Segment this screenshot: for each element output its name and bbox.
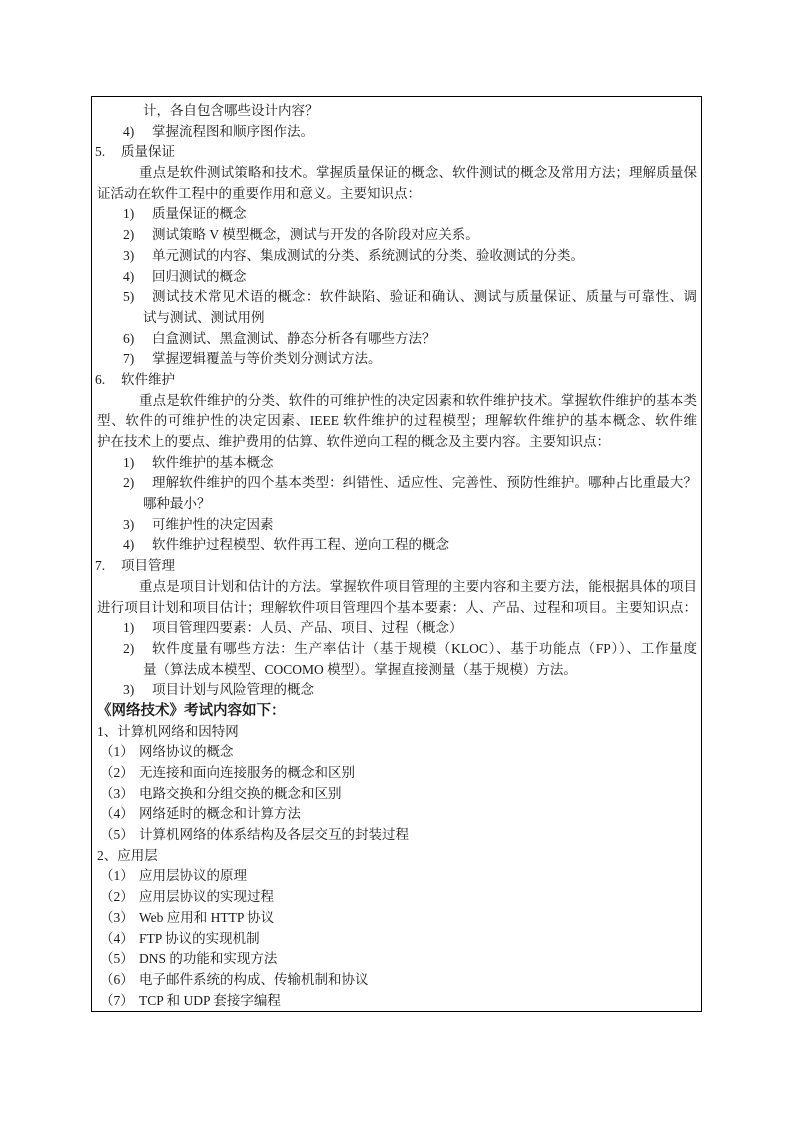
- text-line: [92, 908, 697, 929]
- text-line: [92, 432, 697, 453]
- text-line: [92, 473, 697, 494]
- text-line: [92, 825, 697, 846]
- text-line: [92, 515, 697, 536]
- text-line: [92, 722, 697, 743]
- list-number: （2）: [100, 889, 134, 905]
- line-text: 证活动在软件工程中的重要作用和意义。主要知识点：: [97, 185, 421, 201]
- line-text: 量（算法成本模型、COCOMO 模型）。掌握直接测量（基于规模）方法。: [143, 661, 577, 677]
- line-text: 计算机网络的体系结构及各层交互的封装过程: [139, 827, 409, 843]
- line-text: 哪种最小？: [143, 496, 211, 512]
- line-text: 型、软件的可维护性的决定因素、IEEE 软件维护的过程模型；理解软件维护的基本概念、软件维: [97, 413, 697, 429]
- text-line: [92, 391, 697, 412]
- text-line: [92, 204, 697, 225]
- text-line: [92, 267, 697, 288]
- line-text: 重点是软件测试策略和技术。掌握质量保证的概念、软件测试的概念及常用方法；理解质量保: [139, 165, 697, 181]
- text-line: [92, 411, 697, 432]
- text-line: [92, 887, 697, 908]
- text-line: [92, 308, 697, 329]
- line-text: 试与测试、测试用例: [143, 309, 265, 325]
- list-number: （6）: [100, 971, 134, 987]
- line-text: 项目管理四要素：人员、产品、项目、过程（概念）: [152, 620, 463, 636]
- text-line: [92, 660, 697, 681]
- text-line: [92, 349, 697, 370]
- line-text: 测试策略 V 模型概念，测试与开发的各阶段对应关系。: [152, 227, 479, 243]
- list-number: 1): [123, 206, 135, 222]
- line-text: 重点是软件维护的分类、软件的可维护性的决定因素和软件维护技术。掌握软件维护的基本类: [139, 392, 697, 408]
- list-number: 4): [123, 268, 135, 284]
- line-text: 软件维护的基本概念: [152, 454, 274, 470]
- line-text: Web 应用和 HTTP 协议: [139, 909, 275, 925]
- line-text: 无连接和面向连接服务的概念和区别: [139, 765, 355, 780]
- document-text-block: [92, 97, 701, 1011]
- line-text: 项目管理: [121, 558, 175, 574]
- line-text: 2、应用层: [97, 847, 158, 863]
- text-line: [92, 970, 697, 991]
- line-text: 应用层协议的实现过程: [139, 889, 274, 905]
- document-table-cell: [91, 96, 702, 1012]
- text-line: [92, 556, 697, 577]
- line-text: 可维护性的决定因素: [152, 516, 274, 532]
- text-line: [92, 494, 697, 515]
- line-text: 软件维护: [121, 371, 175, 387]
- text-line: [92, 577, 697, 598]
- list-number: （1）: [100, 744, 134, 760]
- text-line: [92, 949, 697, 970]
- list-number: 2): [123, 475, 135, 491]
- text-line: [92, 329, 697, 350]
- line-text: 白盒测试、黑盒测试、静态分析各有哪些方法？: [152, 330, 436, 346]
- text-line: [92, 846, 697, 867]
- line-text: 软件维护过程模型、软件再工程、逆向工程的概念: [152, 537, 449, 553]
- text-line: [92, 246, 697, 267]
- line-text: 掌握流程图和顺序图作法。: [152, 123, 314, 139]
- text-line: [92, 225, 697, 246]
- line-text: TCP 和 UDP 套接字编程: [139, 992, 281, 1008]
- list-number: （3）: [100, 785, 134, 801]
- list-number: （4）: [100, 930, 134, 946]
- line-text: 《网络技术》考试内容如下：: [97, 702, 286, 719]
- text-line: [92, 639, 697, 660]
- line-text: 理解软件维护的四个基本类型：纠错性、适应性、完善性、预防性维护。哪种占比重最大？: [152, 475, 697, 491]
- text-line: [92, 929, 697, 950]
- line-text: 电路交换和分组交换的概念和区别: [139, 785, 342, 801]
- line-text: 进行项目计划和项目估计；理解软件项目管理四个基本要素：人、产品、过程和项目。主要知识点：: [97, 599, 697, 615]
- text-line: [92, 784, 697, 805]
- line-text: 网络延时的概念和计算方法: [139, 806, 301, 822]
- list-number: （3）: [100, 909, 134, 925]
- list-number: 6): [123, 330, 135, 346]
- list-number: 1): [123, 454, 135, 470]
- line-text: 护在技术上的要点、维护费用的估算、软件逆向工程的概念及主要内容。主要知识点：: [97, 434, 610, 449]
- line-text: 测试技术常见术语的概念：软件缺陷、验证和确认、测试与质量保证、质量与可靠性、调: [152, 289, 697, 305]
- line-text: 软件度量有哪些方法：生产率估计（基于规模（KLOC）、基于功能点（FP））、工作量度: [152, 640, 697, 656]
- list-number: 7): [123, 351, 135, 367]
- text-line: [92, 535, 697, 556]
- line-text: 电子邮件系统的构成、传输机制和协议: [139, 971, 369, 987]
- text-line: [92, 122, 697, 143]
- text-line: [92, 991, 697, 1012]
- list-number: （2）: [100, 765, 134, 780]
- line-text: 掌握逻辑覆盖与等价类划分测试方法。: [152, 351, 382, 367]
- text-line: [92, 701, 697, 722]
- list-number: （5）: [100, 827, 134, 843]
- line-text: 重点是项目计划和估计的方法。掌握软件项目管理的主要内容和主要方法，能根据具体的项目: [139, 578, 697, 594]
- list-number: （5）: [100, 951, 134, 967]
- text-line: [92, 866, 697, 887]
- list-number: 4): [123, 123, 135, 139]
- line-text: 项目计划与风险管理的概念: [152, 682, 314, 698]
- line-text: 回归测试的概念: [152, 268, 247, 284]
- text-line: [92, 598, 697, 619]
- text-line: [92, 763, 697, 784]
- text-line: [92, 163, 697, 184]
- text-line: [92, 101, 697, 122]
- line-text: DNS 的功能和实现方法: [139, 951, 278, 967]
- list-number: 7.: [95, 558, 106, 574]
- text-line: [92, 184, 697, 205]
- list-number: 6.: [95, 371, 106, 387]
- line-text: 质量保证的概念: [152, 206, 247, 222]
- text-line: [92, 142, 697, 163]
- line-text: 计，各自包含哪些设计内容？: [143, 103, 319, 118]
- text-line: [92, 453, 697, 474]
- list-number: 4): [123, 537, 135, 553]
- list-number: 1): [123, 620, 135, 636]
- text-line: [92, 287, 697, 308]
- list-number: （7）: [100, 992, 134, 1008]
- list-number: 5.: [95, 144, 106, 160]
- line-text: FTP 协议的实现机制: [139, 930, 260, 946]
- text-line: [92, 618, 697, 639]
- list-number: 5): [123, 289, 135, 305]
- line-text: 网络协议的概念: [139, 744, 234, 760]
- text-line: [92, 680, 697, 701]
- line-text: 质量保证: [121, 144, 175, 160]
- list-number: 3): [123, 682, 135, 698]
- list-number: 3): [123, 247, 135, 263]
- list-number: 2): [123, 640, 135, 656]
- list-number: 2): [123, 227, 135, 243]
- line-text: 单元测试的内容、集成测试的分类、系统测试的分类、验收测试的分类。: [152, 247, 584, 263]
- text-line: [92, 742, 697, 763]
- list-number: （4）: [100, 806, 134, 822]
- list-number: （1）: [100, 868, 134, 884]
- text-line: [92, 804, 697, 825]
- line-text: 应用层协议的原理: [139, 868, 247, 884]
- line-text: 1、计算机网络和因特网: [97, 723, 239, 739]
- text-line: [92, 370, 697, 391]
- list-number: 3): [123, 516, 135, 532]
